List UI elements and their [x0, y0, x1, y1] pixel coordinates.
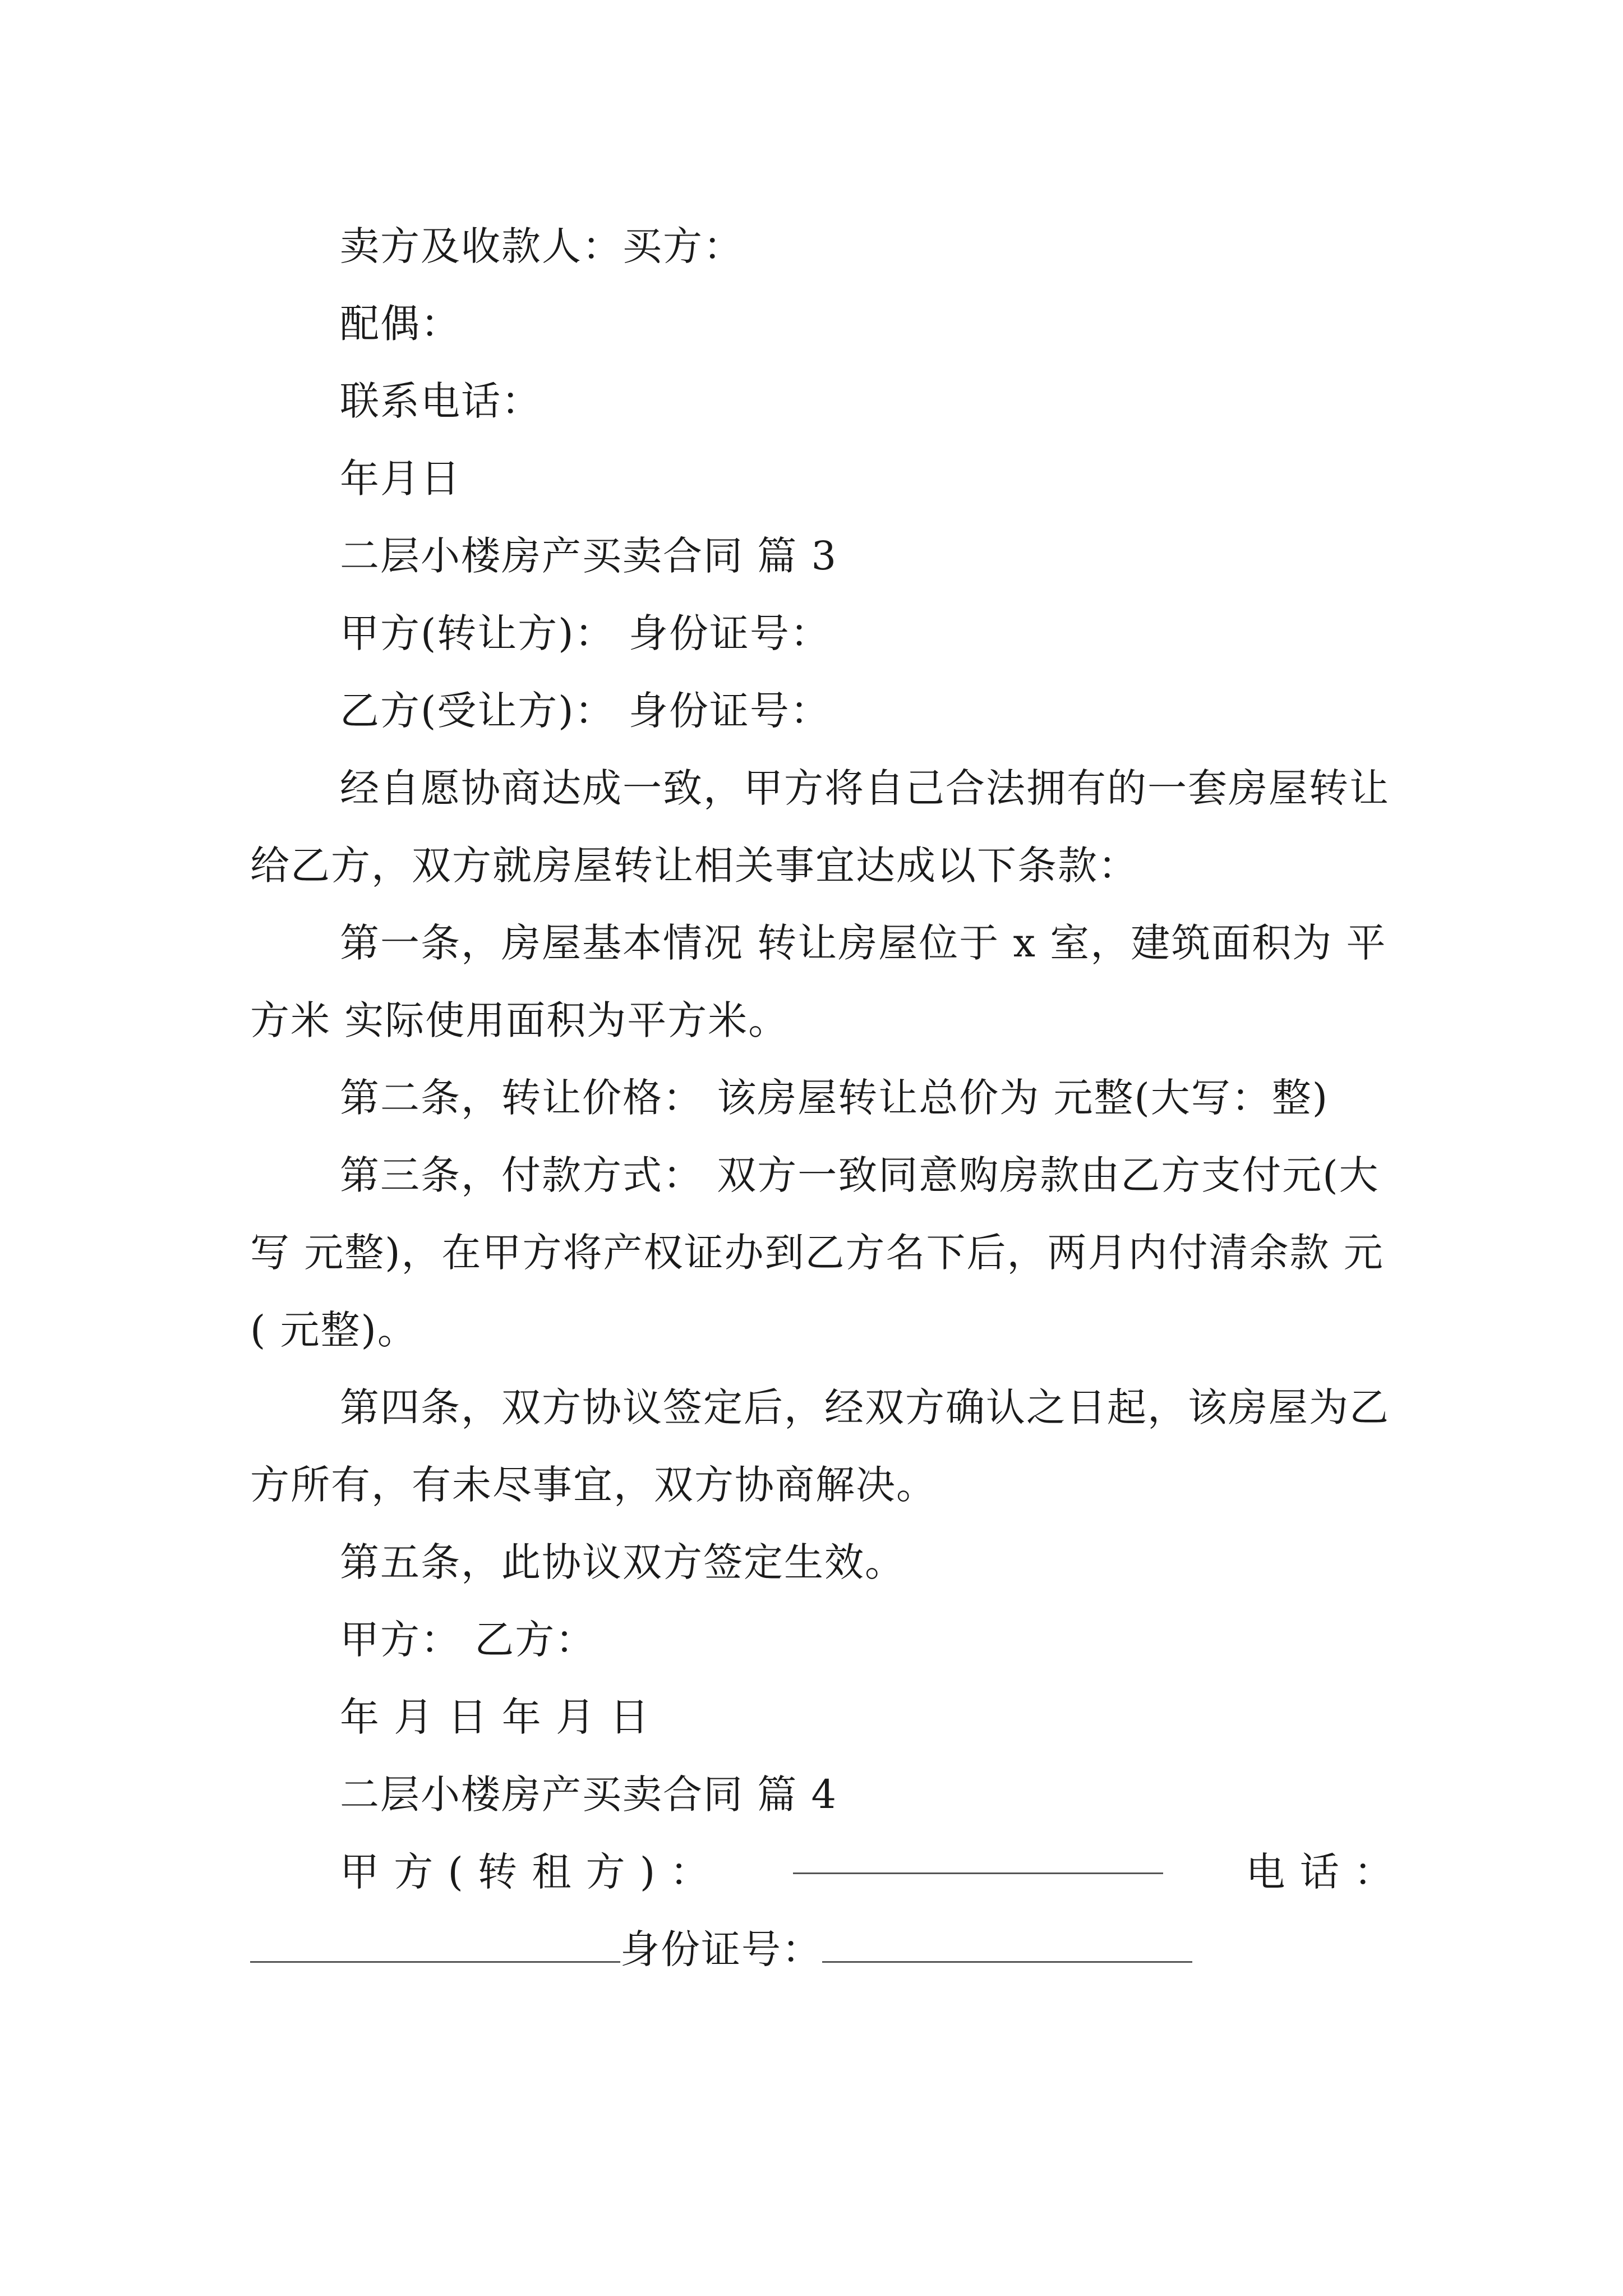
party-b-line: 乙方(受让方)： 身份证号：: [340, 688, 831, 734]
signature-parties: 甲方： 乙方：: [340, 1617, 596, 1663]
article-2: 第二条，转让价格： 该房屋转让总价为 元整(大写：整): [340, 1075, 1329, 1121]
id-number-label: 身份证号：: [620, 1926, 822, 1972]
sublessor-line: [250, 1833, 1394, 1911]
article-4: 第四条，双方协议签定后，经双方确认之日起，该房屋为乙方所有，有未尽事宜，双方协商解决。: [250, 1384, 1390, 1508]
section-heading-4: 二层小楼房产买卖合同 篇 4: [340, 1772, 838, 1818]
seller-buyer-line: 卖方及收款人：买方：: [340, 223, 744, 269]
sublessor-label: 甲 方 ( 转 租 方 ) ：: [340, 1849, 711, 1895]
phone-line: 联系电话：: [340, 378, 542, 424]
phone-label: 电 话 ：: [1246, 1849, 1394, 1895]
party-a-line: 甲方(转让方)： 身份证号：: [340, 610, 831, 656]
phone-blank: [250, 1922, 620, 1963]
id-number-line: [250, 1911, 1394, 1988]
signature-dates: 年 月 日 年 月 日: [340, 1694, 651, 1740]
article-5: 第五条，此协议双方签定生效。: [340, 1539, 905, 1585]
article-1: 第一条，房屋基本情况 转让房屋位于 x 室，建筑面积为 平方米 实际使用面积为平方米。: [250, 920, 1387, 1043]
document-body: [250, 208, 1394, 1988]
sublessor-blank: [793, 1833, 1163, 1874]
spouse-line: 配偶：: [340, 301, 461, 347]
section-heading-3: 二层小楼房产买卖合同 篇 3: [340, 533, 838, 579]
article-3: 第三条，付款方式： 双方一致同意购房款由乙方支付元(大写 元整)，在甲方将产权证办到乙方名下后，两月内付清余款 元( 元整)。: [250, 1152, 1384, 1353]
id-number-blank: [822, 1922, 1192, 1963]
date-line: 年月日: [340, 455, 461, 501]
intro-paragraph: 经自愿协商达成一致，甲方将自己合法拥有的一套房屋转让给乙方，双方就房屋转让相关事宜达成以下条款：: [250, 765, 1390, 889]
